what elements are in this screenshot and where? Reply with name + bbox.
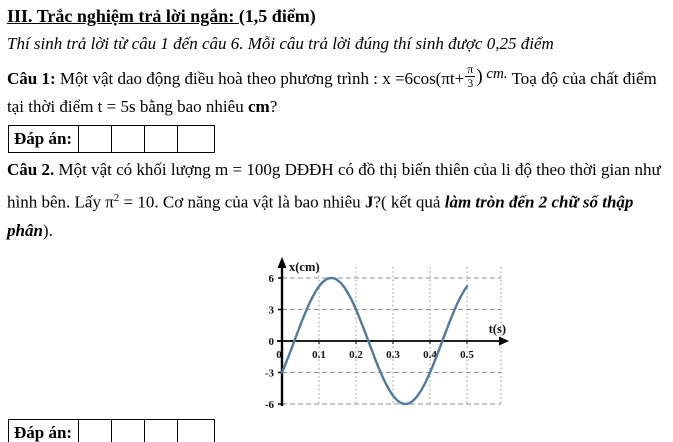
displacement-time-graph bbox=[236, 253, 536, 415]
y-tick-label: 6 bbox=[268, 272, 274, 285]
answer-table-1 bbox=[8, 125, 215, 153]
x-tick-label: 0.2 bbox=[349, 348, 363, 361]
x-tick-label: 0.1 bbox=[312, 348, 326, 361]
question-2-rounding-note: làm tròn đến 2 chữ số thập phân bbox=[7, 192, 634, 240]
question-2-text-2: = 10. Cơ năng của vật là bao nhiêu bbox=[119, 192, 365, 212]
x-axis-title: t(s) bbox=[488, 321, 506, 336]
answer-table-2 bbox=[8, 419, 215, 442]
answer-label: Đáp án: bbox=[9, 126, 79, 153]
question-1 bbox=[7, 60, 667, 121]
question-2-unit-bold: J bbox=[364, 192, 374, 212]
y-tick-label: -3 bbox=[264, 367, 274, 380]
formula-unit: cm. bbox=[482, 66, 508, 82]
x-tick-label: 0.4 bbox=[423, 348, 437, 361]
section-heading-title: III. Trắc nghiệm trả lời ngắn: bbox=[7, 6, 239, 26]
question-1-text-after: Toạ độ của chất điểm tại thời điểm t = 5s bằng bao nhiêu bbox=[7, 69, 657, 116]
question-1-qmark: ? bbox=[269, 97, 278, 116]
answer-cell-1[interactable] bbox=[79, 419, 112, 442]
question-1-label: Câu 1: bbox=[7, 69, 56, 88]
y-axis-arrow bbox=[278, 257, 287, 268]
y-tick-label: 0 bbox=[268, 335, 274, 348]
answer-cell-3[interactable] bbox=[145, 419, 178, 442]
section-heading bbox=[7, 6, 667, 27]
y-tick-label: -6 bbox=[264, 398, 274, 411]
answer-row bbox=[9, 126, 215, 153]
x-axis-arrow bbox=[499, 336, 509, 345]
answer-cell-4[interactable] bbox=[178, 126, 215, 153]
li-do-graph bbox=[236, 253, 536, 415]
formula-close-paren: ) bbox=[476, 66, 483, 87]
question-1-unit-bold: cm bbox=[247, 97, 270, 116]
answer-cell-3[interactable] bbox=[145, 126, 178, 153]
fraction-numerator: π bbox=[467, 61, 474, 76]
pi-exponent: 2 bbox=[113, 192, 120, 204]
answer-row bbox=[9, 419, 215, 442]
formula-prefix: x =6cos(πt+ bbox=[382, 69, 465, 88]
origin-label: 0 bbox=[276, 348, 282, 361]
formula-fraction bbox=[465, 63, 475, 90]
section-instructions: Thí sinh trả lời từ câu 1 đến câu 6. Mỗi câu trả lời đúng thí sinh được 0,25 điểm bbox=[7, 34, 554, 53]
answer-cell-2[interactable] bbox=[112, 419, 145, 442]
section-heading-points: (1,5 điểm) bbox=[238, 6, 316, 26]
question-2-text-3: ?( kết quả bbox=[373, 192, 445, 212]
question-2 bbox=[7, 156, 667, 245]
answer-cell-2[interactable] bbox=[112, 126, 145, 153]
question-2-text-1: Một vật có khối lượng m = 100g DĐĐH có đồ thị biến thiên của li độ theo thời gian như hình bên. Lấy π bbox=[7, 160, 661, 212]
answer-cell-1[interactable] bbox=[79, 126, 112, 153]
x-tick-label: 0.5 bbox=[460, 348, 474, 361]
question-2-text-4: ). bbox=[42, 220, 53, 240]
answer-cell-4[interactable] bbox=[178, 419, 215, 442]
question-1-text-before: Một vật dao động điều hoà theo phương trình : bbox=[55, 69, 383, 88]
answer-label: Đáp án: bbox=[9, 419, 79, 442]
fraction-denominator: 3 bbox=[467, 76, 474, 90]
y-axis-title: x(cm) bbox=[289, 259, 320, 274]
question-2-label: Câu 2. bbox=[7, 160, 55, 179]
y-tick-label: 3 bbox=[268, 304, 274, 317]
x-tick-label: 0.3 bbox=[386, 348, 400, 361]
